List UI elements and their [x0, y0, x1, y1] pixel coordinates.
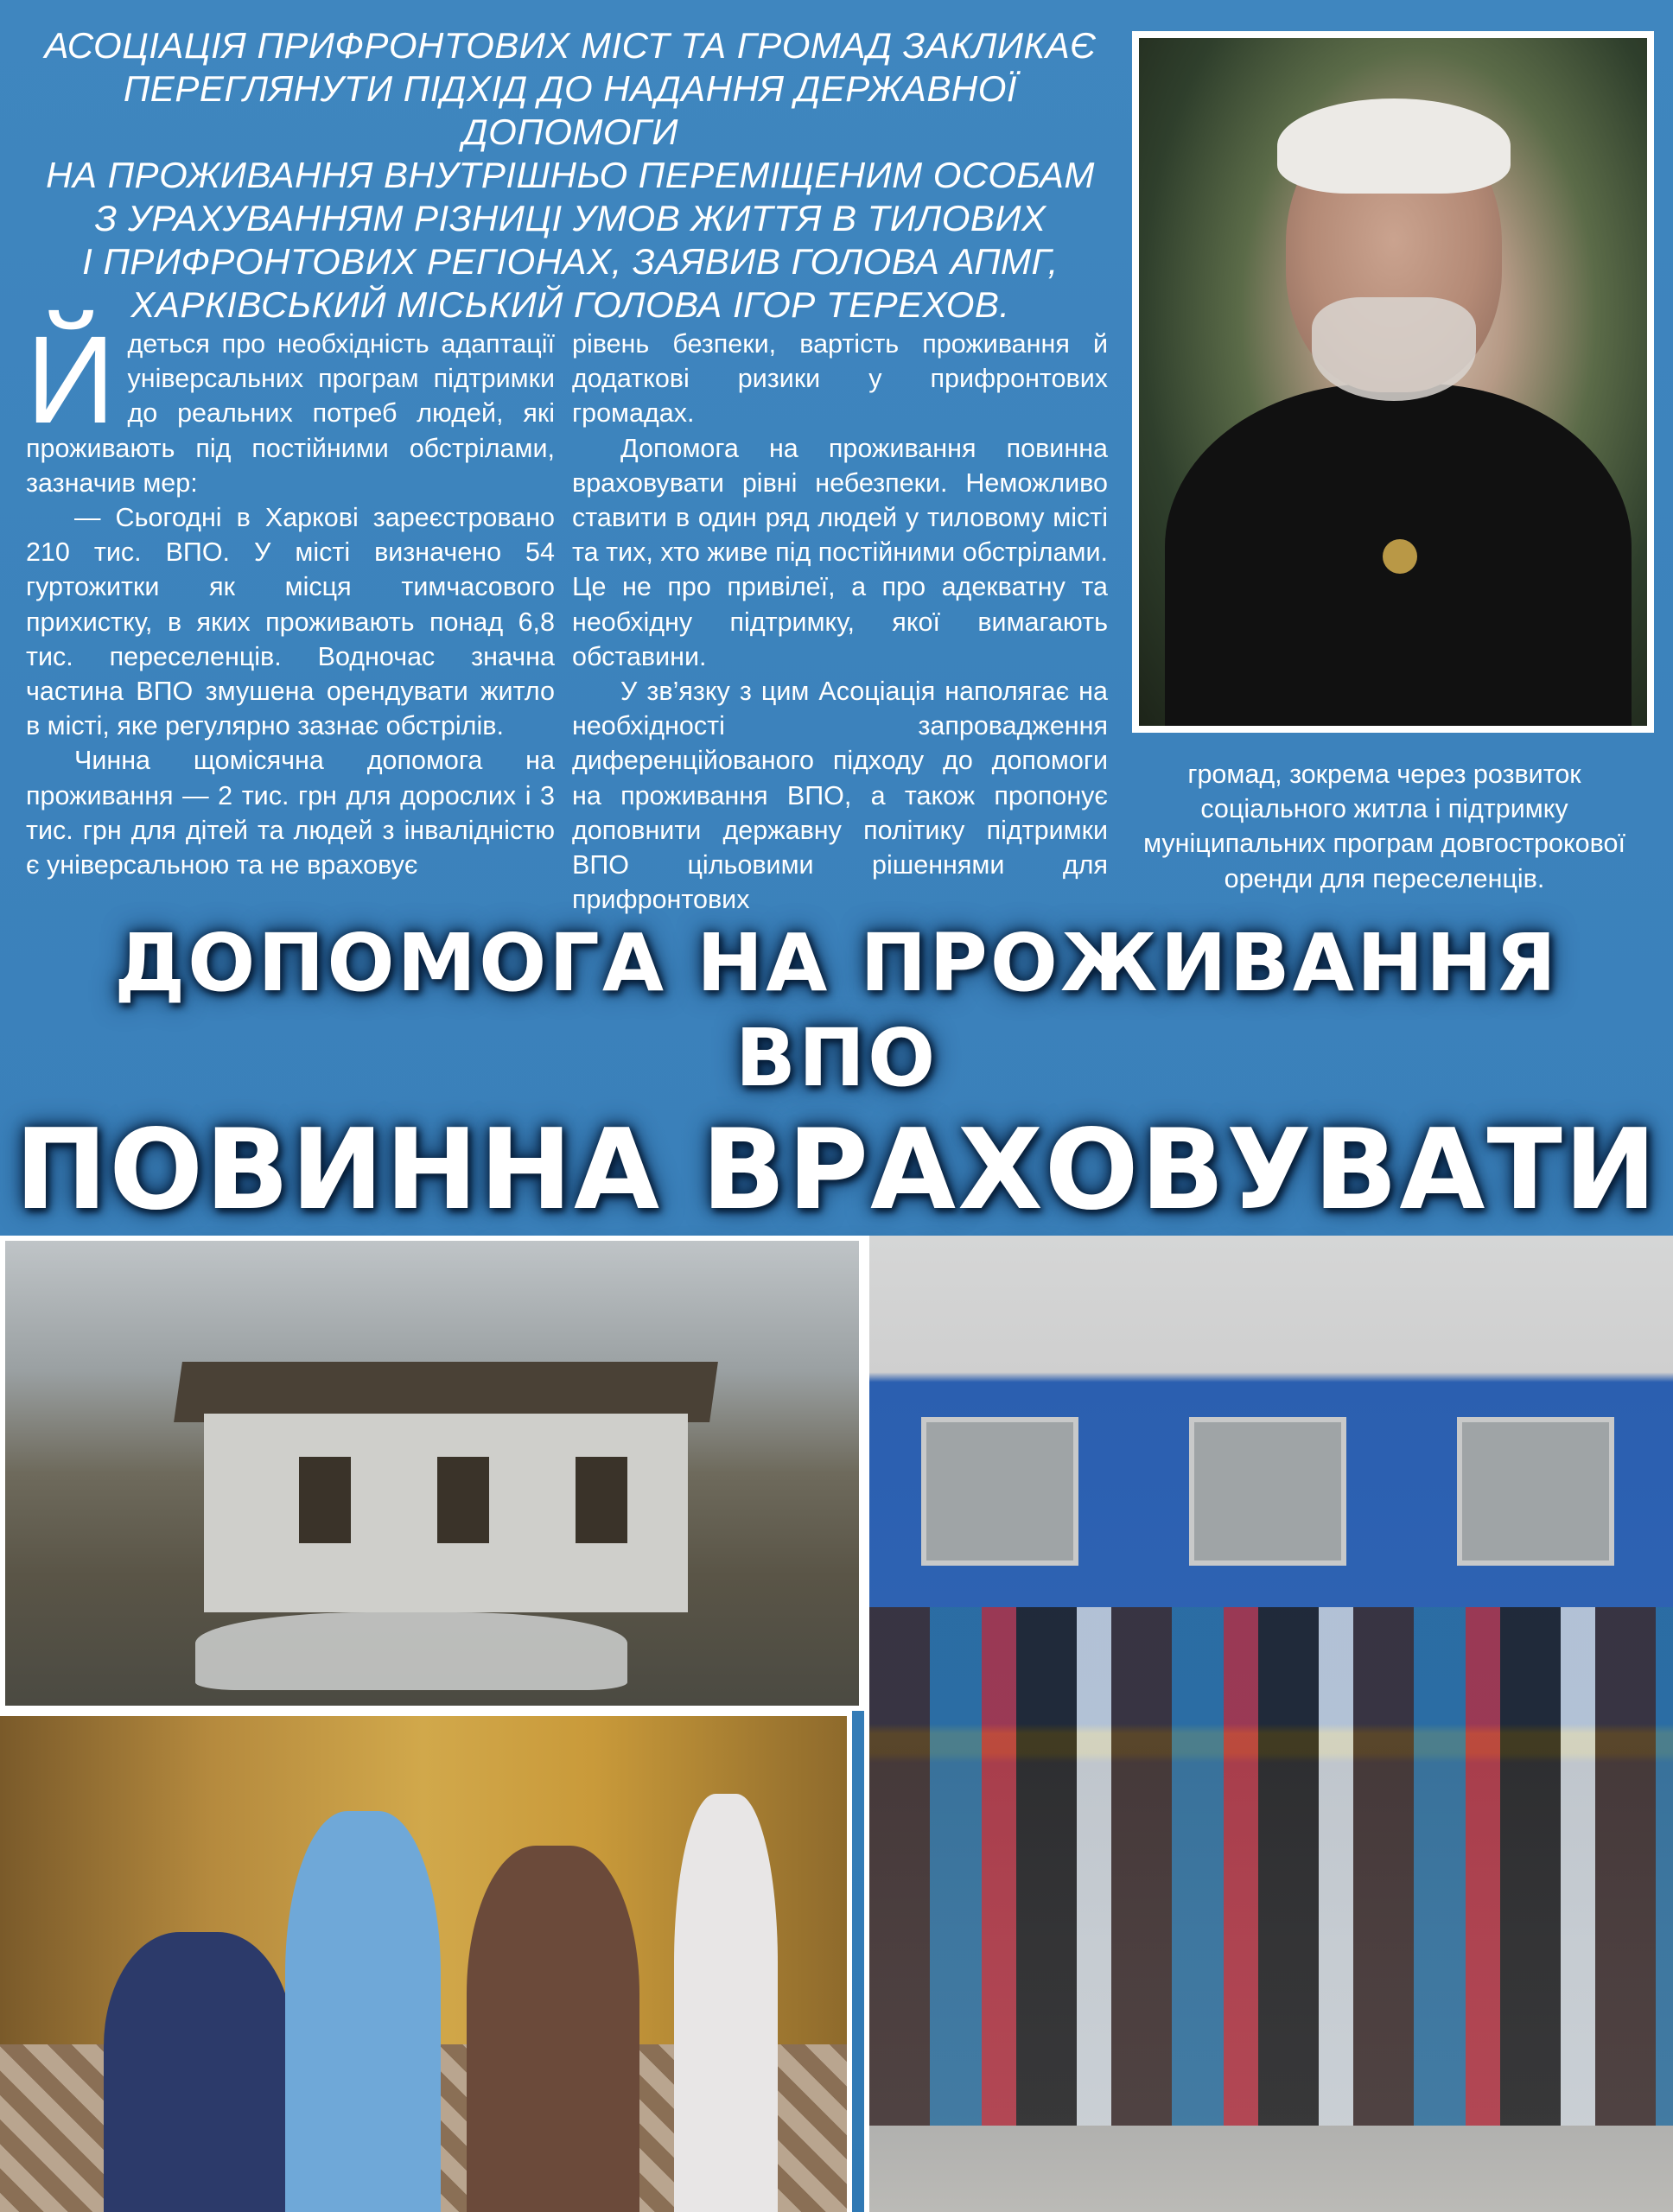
- headline-line-1: ДОПОМОГА НА ПРОЖИВАННЯ ВПО: [114, 917, 1559, 1104]
- lead-line: ХАРКІВСЬКИЙ МІСЬКИЙ ГОЛОВА ІГОР ТЕРЕХОВ.: [130, 284, 1010, 325]
- portrait-photo: [1132, 31, 1654, 733]
- article-paragraph: Йдеться про необхідність адаптації універсальних програм підтримки до реальних потреб людей, які проживають під постійними обстрілами, зазначив мер:: [26, 310, 555, 498]
- drop-cap: Й: [26, 310, 116, 449]
- lead-paragraph: [35, 24, 1106, 327]
- headline-line-2: ПОВИННА ВРАХОВУВАТИ: [15, 1106, 1658, 1235]
- lead-line: АСОЦІАЦІЯ ПРИФРОНТОВИХ МІСТ ТА ГРОМАД ЗАКЛИКАЄ: [44, 25, 1097, 66]
- damaged-house-photo: [0, 1236, 864, 1711]
- lead-line: І ПРИФРОНТОВИХ РЕГІОНАХ, ЗАЯВИВ ГОЛОВА АПМГ,: [82, 241, 1059, 282]
- article-paragraph: громад, зокрема через розвиток соціального житла і підтримку муніципальних програм довгострокової оренди для переселенців.: [1143, 760, 1625, 893]
- mayor-portrait-image: [1139, 38, 1647, 726]
- article-paragraph: Чинна щомісячна допомога на проживання — 2 тис. грн для дорослих і 3 тис. грн для дітей та людей з інвалідністю є універсальною та не враховує: [26, 746, 555, 880]
- article-column-3: [1125, 757, 1644, 896]
- article-paragraph: У зв’язку з цим Асоціація наполягає на необхідності запровадження диференційованого підходу до допомоги на проживання ВПО, а також пропонує доповнити державну політику підтримки ВПО цільовими рішеннями для прифронтових: [572, 677, 1108, 915]
- shelter-hallway-photo: [0, 1711, 852, 2212]
- lead-line: З УРАХУВАННЯМ РІЗНИЦІ УМОВ ЖИТТЯ В ТИЛОВИХ: [94, 198, 1046, 238]
- lapel-pin-icon: [1383, 539, 1417, 574]
- article-column-1: [26, 310, 555, 882]
- article-column-2: [572, 327, 1108, 917]
- lead-line: ПЕРЕГЛЯНУТИ ПІДХІД ДО НАДАННЯ ДЕРЖАВНОЇ ДОПОМОГИ: [123, 68, 1018, 152]
- article-paragraph: рівень безпеки, вартість проживання й додаткові ризики у прифронтових громадах.: [572, 329, 1108, 429]
- article-paragraph: Допомога на проживання повинна враховувати рівні небезпеки. Неможливо ставити в один ряд людей у тиловому місті та тих, хто живе під постійними обстрілами. Це не про привілеї, а про адекватну та необхідну підтримку, якої вимагають обставини.: [572, 433, 1108, 671]
- lead-line: НА ПРОЖИВАННЯ ВНУТРІШНЬО ПЕРЕМІЩЕНИМ ОСОБАМ: [46, 155, 1095, 195]
- article-paragraph: — Сьогодні в Харкові зареєстровано 210 тис. ВПО. У місті визначено 54 гуртожитки як місця тимчасового прихистку, в яких проживають понад 6,8 тис. переселенців. Водночас значна частина ВПО змушена орендувати житло в місті, яке регулярно зазнає обстрілів.: [26, 503, 555, 741]
- train-station-photo: [864, 1236, 1673, 2212]
